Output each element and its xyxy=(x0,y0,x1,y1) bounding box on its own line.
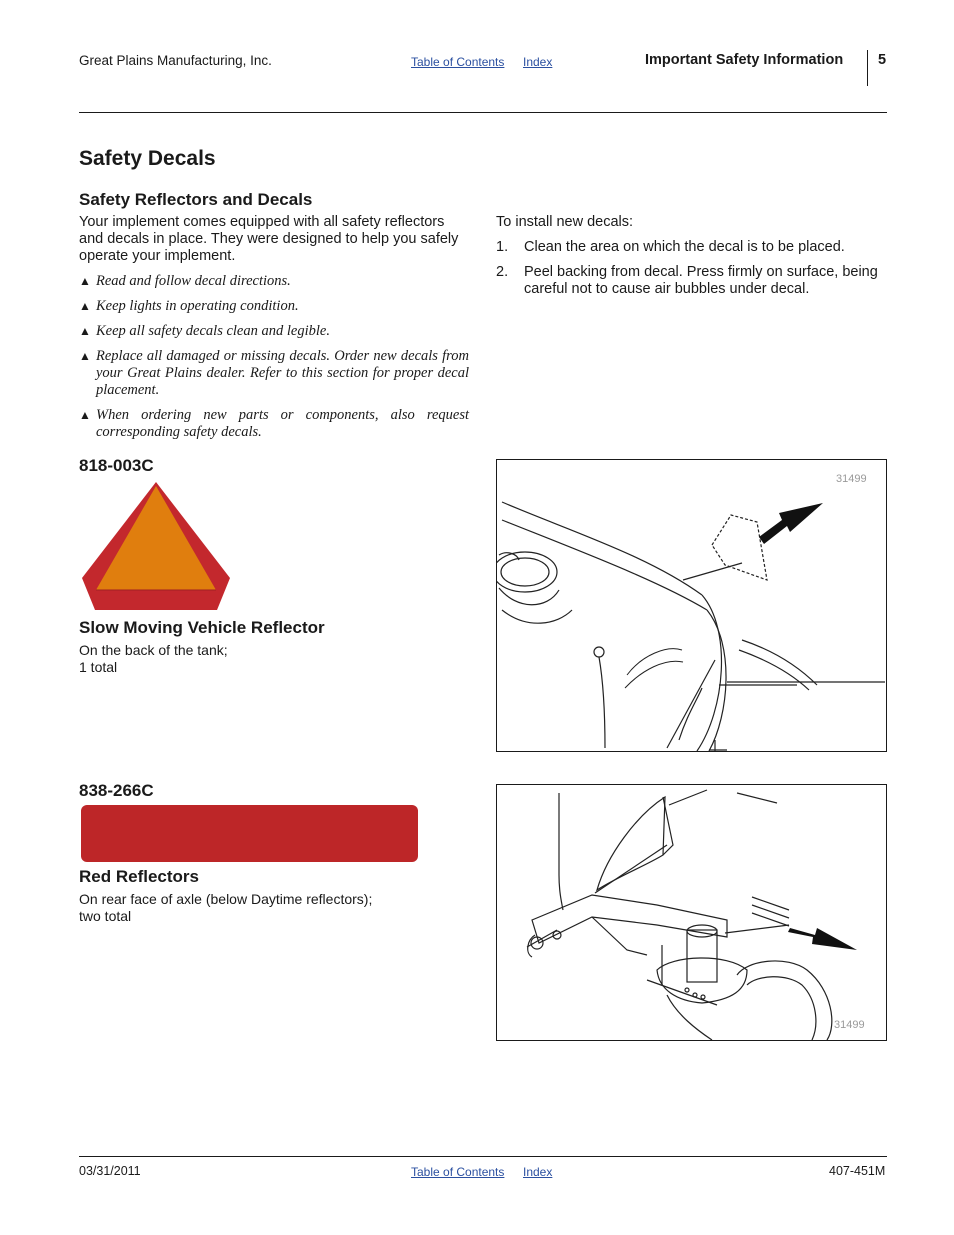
footer-date: 03/31/2011 xyxy=(79,1164,141,1178)
decal-location: On the back of the tank; xyxy=(79,642,228,658)
figure-number: 31499 xyxy=(836,473,867,485)
list-item: ▲ Read and follow decal directions. xyxy=(79,273,291,289)
header-divider xyxy=(867,50,868,86)
footer-document-number: 407-451M xyxy=(829,1164,886,1178)
decal-count: 1 total xyxy=(79,659,118,675)
triangle-bullet-icon: ▲ xyxy=(79,408,91,422)
pointer-arrow-icon xyxy=(759,503,823,544)
tank-illustration xyxy=(497,460,886,751)
install-intro: To install new decals: xyxy=(496,214,634,230)
decal-part-number: 818-003C xyxy=(79,456,154,475)
decal-part-number: 838-266C xyxy=(79,781,154,800)
list-item: ▲ Keep all safety decals clean and legible. xyxy=(79,323,330,339)
install-steps xyxy=(496,239,886,306)
smv-reflector-image xyxy=(80,480,232,612)
axle-illustration xyxy=(497,785,886,1040)
header-index-link[interactable]: Index xyxy=(523,55,553,69)
list-item: 2. Peel backing from decal. Press firmly on surface, being careful not to cause air bubbles under decal. xyxy=(496,264,878,297)
header-rule xyxy=(79,112,887,113)
footer-rule xyxy=(79,1156,887,1157)
triangle-bullet-icon: ▲ xyxy=(79,349,91,363)
header-table-of-contents-link[interactable]: Table of Contents xyxy=(411,55,505,69)
reflectors-heading: Safety Reflectors and Decals xyxy=(79,190,313,209)
company-name: Great Plains Manufacturing, Inc. xyxy=(79,53,272,68)
list-item: ▲ When ordering new parts or components, also request corresponding safety decals. xyxy=(79,407,469,440)
pointer-arrow-icon xyxy=(788,928,857,950)
page-title: Safety Decals xyxy=(79,147,216,170)
page-number: 5 xyxy=(878,52,887,68)
decal-count: two total xyxy=(79,908,132,924)
footer-table-of-contents-link[interactable]: Table of Contents xyxy=(411,1165,505,1179)
figure-number: 31499 xyxy=(834,1019,865,1031)
decal-title: Slow Moving Vehicle Reflector xyxy=(79,618,325,637)
section-title: Important Safety Information xyxy=(645,52,844,68)
axle-decal-figure xyxy=(496,784,887,1041)
list-item: 1. Clean the area on which the decal is to be placed. xyxy=(496,239,845,255)
footer-index-link[interactable]: Index xyxy=(523,1165,553,1179)
decal-title: Red Reflectors xyxy=(79,867,199,886)
red-reflector-image xyxy=(81,805,418,862)
triangle-bullet-icon: ▲ xyxy=(79,299,91,313)
triangle-bullet-icon: ▲ xyxy=(79,274,91,288)
decal-care-list xyxy=(79,273,469,449)
list-item: ▲ Keep lights in operating condition. xyxy=(79,298,299,314)
decal-location: On rear face of axle (below Daytime reflectors); xyxy=(79,891,373,907)
tank-decal-figure xyxy=(496,459,887,752)
reflectors-intro: Your implement comes equipped with all safety reflectors and decals in place. They were designed to help you safely operate your implement. xyxy=(79,214,459,264)
triangle-bullet-icon: ▲ xyxy=(79,324,91,338)
list-item: ▲ Replace all damaged or missing decals. Order new decals from your Great Plains dealer. Refer to this section for proper decal placement. xyxy=(79,348,469,398)
